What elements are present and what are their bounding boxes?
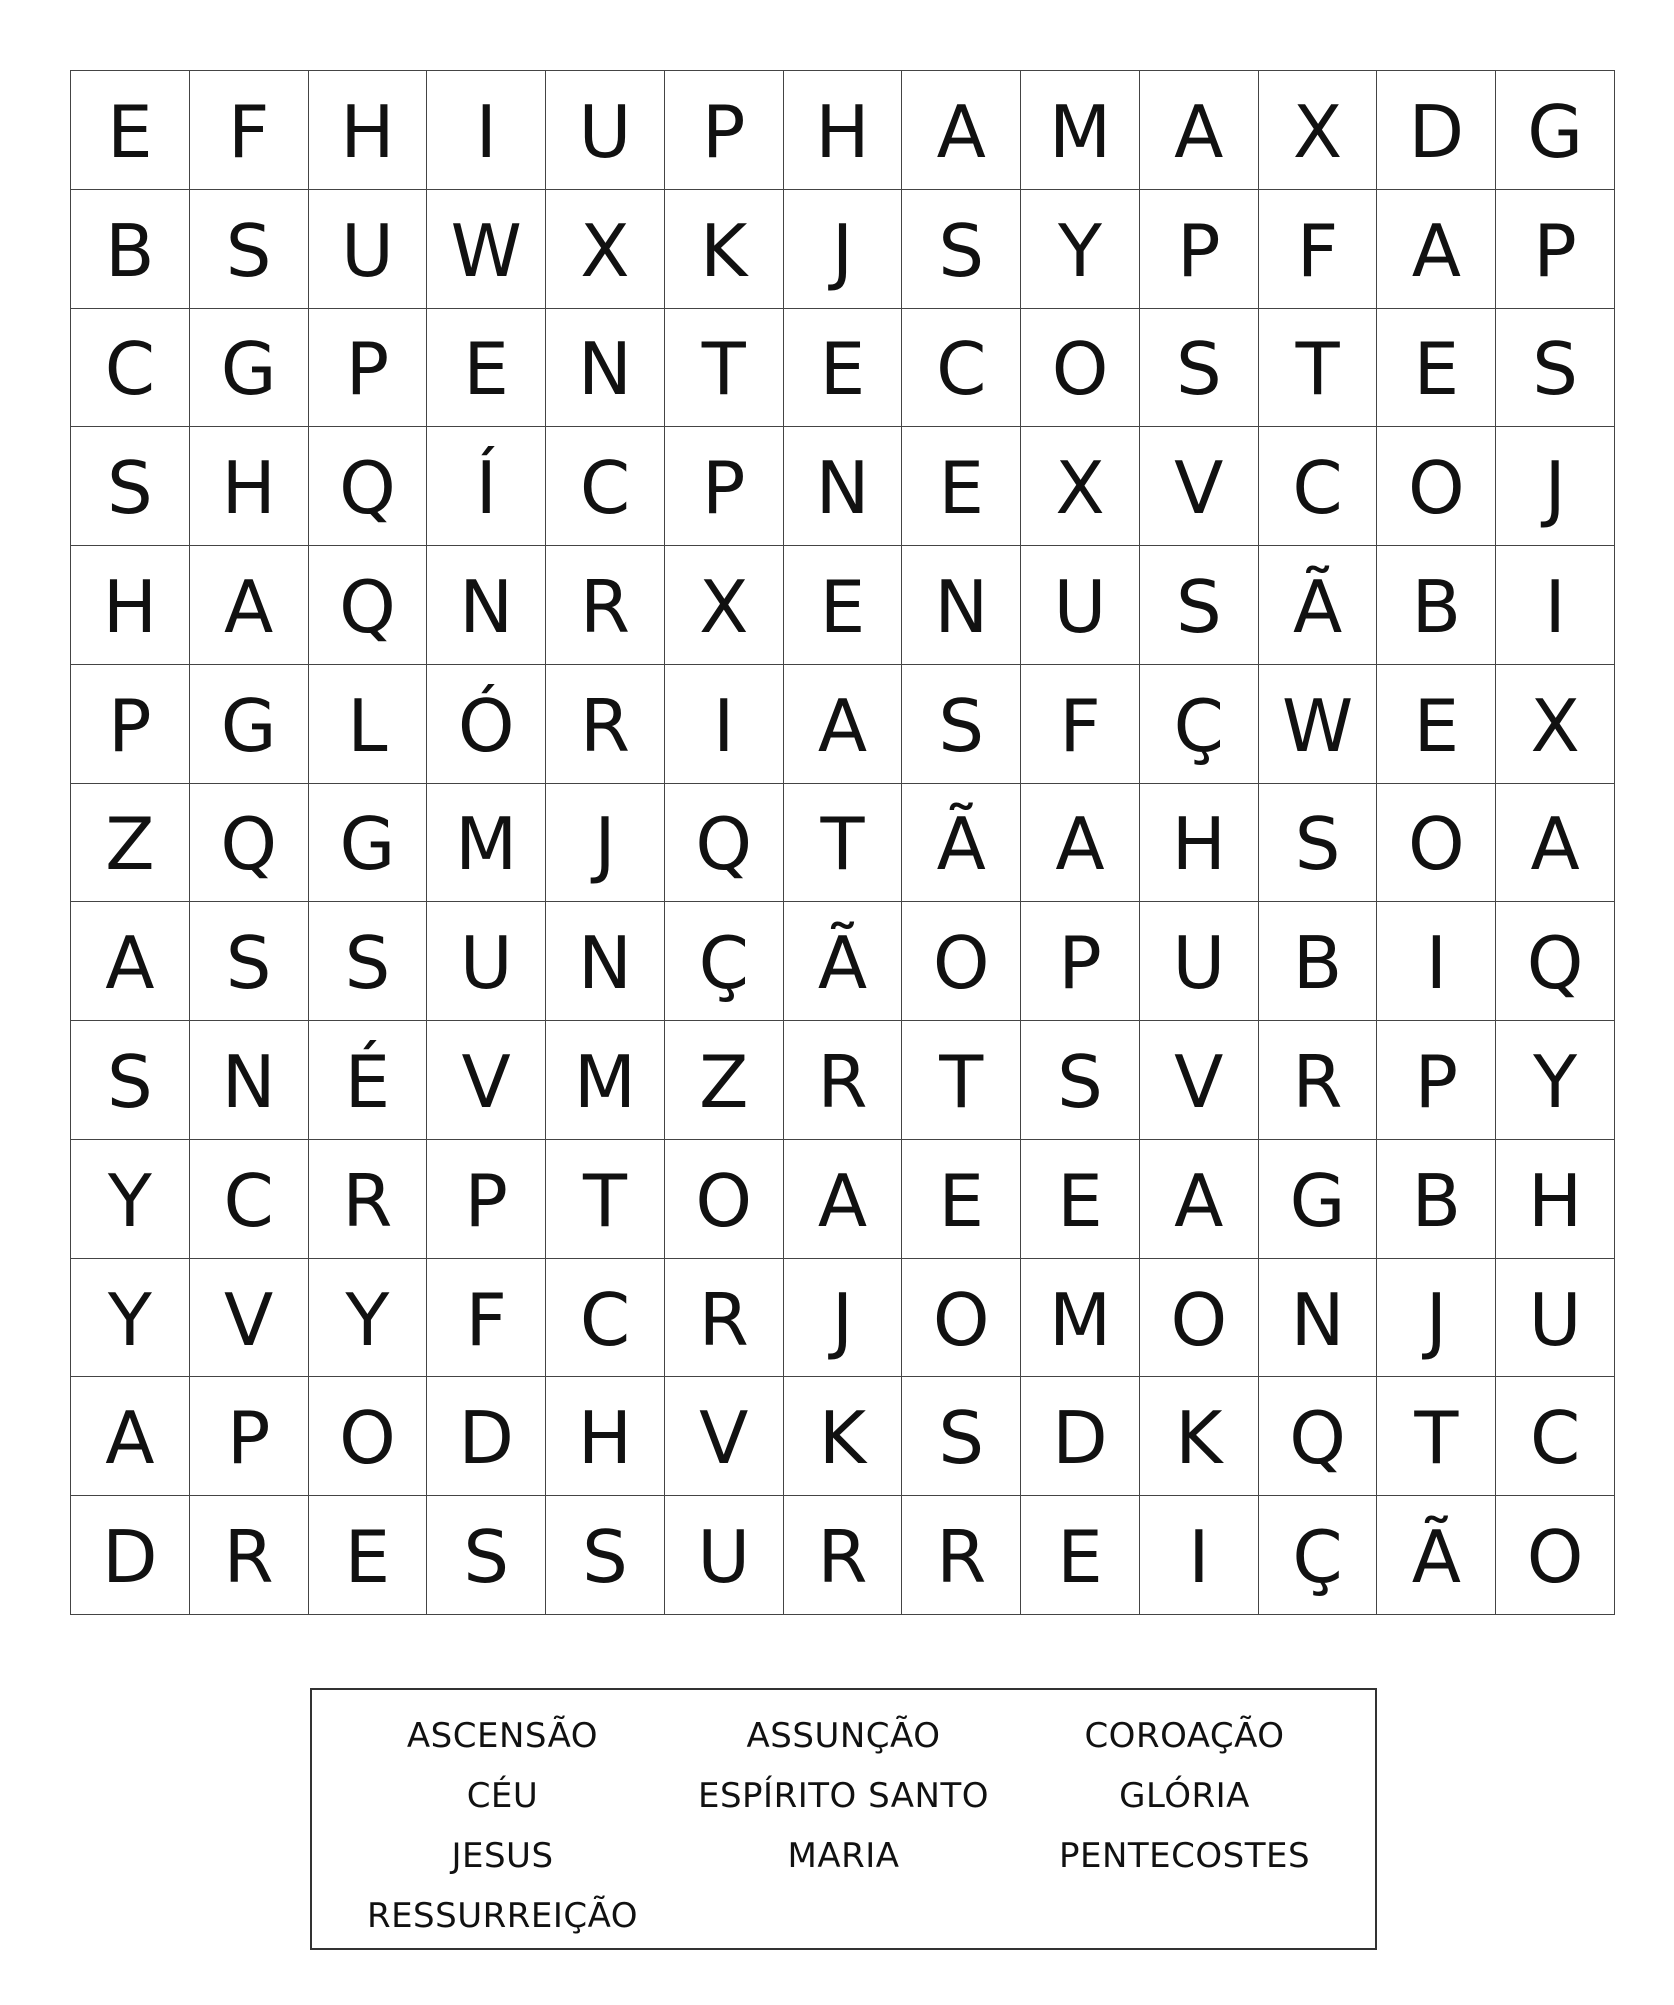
grid-cell[interactable]: M bbox=[546, 1021, 665, 1140]
grid-cell[interactable]: G bbox=[309, 784, 428, 903]
grid-cell[interactable]: N bbox=[902, 546, 1021, 665]
grid-cell[interactable]: X bbox=[1021, 427, 1140, 546]
grid-cell[interactable]: M bbox=[1021, 71, 1140, 190]
grid-cell[interactable]: Z bbox=[665, 1021, 784, 1140]
grid-cell[interactable]: P bbox=[309, 309, 428, 428]
grid-cell[interactable]: P bbox=[1377, 1021, 1496, 1140]
grid-cell[interactable]: R bbox=[546, 665, 665, 784]
word-list bbox=[332, 1706, 1355, 1946]
grid-cell[interactable]: F bbox=[1259, 190, 1378, 309]
grid-cell[interactable]: Ã bbox=[1377, 1496, 1496, 1615]
grid-cell[interactable]: S bbox=[546, 1496, 665, 1615]
word-list-item: COROAÇÃO bbox=[1084, 1716, 1285, 1756]
grid-cell[interactable]: O bbox=[1496, 1496, 1615, 1615]
grid-cell[interactable]: W bbox=[1259, 665, 1378, 784]
grid-cell[interactable]: H bbox=[546, 1377, 665, 1496]
grid-cell[interactable]: J bbox=[784, 190, 903, 309]
grid-cell[interactable]: M bbox=[427, 784, 546, 903]
grid-cell[interactable]: B bbox=[1259, 902, 1378, 1021]
grid-cell[interactable]: É bbox=[309, 1021, 428, 1140]
grid-cell[interactable]: Í bbox=[427, 427, 546, 546]
grid-cell[interactable]: S bbox=[1496, 309, 1615, 428]
grid-cell[interactable]: E bbox=[902, 1140, 1021, 1259]
grid-cell[interactable]: T bbox=[665, 309, 784, 428]
grid-cell[interactable]: E bbox=[784, 546, 903, 665]
grid-cell[interactable]: R bbox=[190, 1496, 309, 1615]
grid-cell[interactable]: O bbox=[1021, 309, 1140, 428]
grid-cell[interactable]: N bbox=[546, 902, 665, 1021]
grid-cell[interactable]: N bbox=[546, 309, 665, 428]
grid-cell[interactable]: S bbox=[1259, 784, 1378, 903]
grid-cell[interactable]: C bbox=[546, 427, 665, 546]
grid-cell[interactable]: N bbox=[427, 546, 546, 665]
grid-cell[interactable]: E bbox=[71, 71, 190, 190]
word-list-item: ESPÍRITO SANTO bbox=[697, 1776, 990, 1816]
grid-cell[interactable]: R bbox=[902, 1496, 1021, 1615]
grid-cell[interactable]: E bbox=[427, 309, 546, 428]
grid-cell[interactable]: O bbox=[309, 1377, 428, 1496]
grid-cell[interactable]: P bbox=[427, 1140, 546, 1259]
word-list-item: RESSURREIÇÃO bbox=[366, 1896, 639, 1936]
grid-cell[interactable]: R bbox=[1259, 1021, 1378, 1140]
grid-cell[interactable]: U bbox=[1140, 902, 1259, 1021]
word-list-item: ASSUNÇÃO bbox=[746, 1716, 941, 1756]
grid-cell[interactable]: J bbox=[1377, 1259, 1496, 1378]
grid-cell[interactable]: N bbox=[784, 427, 903, 546]
grid-cell[interactable]: X bbox=[665, 546, 784, 665]
grid-cell[interactable]: C bbox=[190, 1140, 309, 1259]
grid-cell[interactable]: Ç bbox=[665, 902, 784, 1021]
grid-cell[interactable]: K bbox=[784, 1377, 903, 1496]
grid-cell[interactable]: H bbox=[784, 71, 903, 190]
grid-cell[interactable]: P bbox=[665, 71, 784, 190]
grid-cell[interactable]: A bbox=[784, 665, 903, 784]
grid-cell[interactable]: Ç bbox=[1140, 665, 1259, 784]
grid-cell[interactable]: S bbox=[902, 190, 1021, 309]
grid-cell[interactable]: A bbox=[1140, 71, 1259, 190]
grid-cell[interactable]: V bbox=[1140, 427, 1259, 546]
grid-cell[interactable]: O bbox=[902, 902, 1021, 1021]
grid-cell[interactable]: F bbox=[190, 71, 309, 190]
grid-cell[interactable]: O bbox=[665, 1140, 784, 1259]
grid-cell[interactable]: D bbox=[1377, 71, 1496, 190]
grid-cell[interactable]: A bbox=[1496, 784, 1615, 903]
grid-cell[interactable]: P bbox=[71, 665, 190, 784]
word-list-item: MARIA bbox=[787, 1836, 900, 1876]
grid-cell[interactable]: Ã bbox=[902, 784, 1021, 903]
grid-cell[interactable]: R bbox=[784, 1496, 903, 1615]
grid-cell[interactable]: I bbox=[665, 665, 784, 784]
grid-cell[interactable]: G bbox=[190, 665, 309, 784]
grid-cell[interactable]: Y bbox=[309, 1259, 428, 1378]
grid-cell[interactable]: W bbox=[427, 190, 546, 309]
grid-cell[interactable]: A bbox=[71, 902, 190, 1021]
grid-cell[interactable]: B bbox=[71, 190, 190, 309]
grid-cell[interactable]: H bbox=[309, 71, 428, 190]
grid-cell[interactable]: Q bbox=[665, 784, 784, 903]
grid-cell[interactable]: X bbox=[546, 190, 665, 309]
grid-cell[interactable]: Ã bbox=[784, 902, 903, 1021]
grid-cell[interactable]: A bbox=[902, 71, 1021, 190]
grid-cell[interactable]: I bbox=[427, 71, 546, 190]
grid-cell[interactable]: S bbox=[190, 902, 309, 1021]
grid-cell[interactable]: I bbox=[1140, 1496, 1259, 1615]
grid-cell[interactable]: Q bbox=[1259, 1377, 1378, 1496]
grid-cell[interactable]: J bbox=[784, 1259, 903, 1378]
grid-cell[interactable]: B bbox=[1377, 1140, 1496, 1259]
grid-cell[interactable]: A bbox=[71, 1377, 190, 1496]
grid-cell[interactable]: S bbox=[1140, 309, 1259, 428]
grid-cell[interactable]: X bbox=[1496, 665, 1615, 784]
grid-cell[interactable]: O bbox=[1140, 1259, 1259, 1378]
grid-cell[interactable]: P bbox=[665, 427, 784, 546]
grid-cell[interactable]: O bbox=[1377, 427, 1496, 546]
word-bank bbox=[310, 1688, 1377, 1950]
word-search-grid bbox=[70, 70, 1615, 1615]
grid-cell[interactable]: U bbox=[309, 190, 428, 309]
grid-cell[interactable]: U bbox=[427, 902, 546, 1021]
grid-cell[interactable]: C bbox=[1259, 427, 1378, 546]
grid-cell[interactable]: L bbox=[309, 665, 428, 784]
grid-cell[interactable]: E bbox=[309, 1496, 428, 1615]
grid-cell[interactable]: S bbox=[902, 665, 1021, 784]
grid-cell[interactable]: B bbox=[1377, 546, 1496, 665]
grid-cell[interactable]: G bbox=[1259, 1140, 1378, 1259]
grid-cell[interactable]: E bbox=[784, 309, 903, 428]
grid-cell[interactable]: G bbox=[190, 309, 309, 428]
grid-cell[interactable]: K bbox=[1140, 1377, 1259, 1496]
grid-cell[interactable]: H bbox=[1496, 1140, 1615, 1259]
grid-cell[interactable]: Ó bbox=[427, 665, 546, 784]
grid-cell[interactable]: C bbox=[902, 309, 1021, 428]
grid-cell[interactable]: S bbox=[427, 1496, 546, 1615]
grid-cell[interactable]: T bbox=[546, 1140, 665, 1259]
grid-cell[interactable]: V bbox=[427, 1021, 546, 1140]
grid-cell[interactable]: Q bbox=[309, 427, 428, 546]
grid-cell[interactable]: E bbox=[1377, 309, 1496, 428]
grid-cell[interactable]: F bbox=[1021, 665, 1140, 784]
grid-cell[interactable]: E bbox=[902, 427, 1021, 546]
grid-cell[interactable]: S bbox=[71, 427, 190, 546]
grid-cell[interactable]: E bbox=[1021, 1140, 1140, 1259]
grid-cell[interactable]: T bbox=[1377, 1377, 1496, 1496]
grid-cell[interactable]: S bbox=[902, 1377, 1021, 1496]
grid-cell[interactable]: I bbox=[1496, 546, 1615, 665]
grid-cell[interactable]: S bbox=[1021, 1021, 1140, 1140]
word-list-item: JESUS bbox=[451, 1836, 554, 1876]
grid-cell[interactable]: E bbox=[1021, 1496, 1140, 1615]
grid-cell[interactable]: Q bbox=[190, 784, 309, 903]
grid-cell[interactable]: U bbox=[546, 71, 665, 190]
grid-cell[interactable]: X bbox=[1259, 71, 1378, 190]
word-list-item: PENTECOSTES bbox=[1058, 1836, 1311, 1876]
word-list-item: CÉU bbox=[466, 1776, 539, 1816]
word-list-item: GLÓRIA bbox=[1119, 1776, 1250, 1816]
grid-cell[interactable]: K bbox=[665, 190, 784, 309]
grid-cell[interactable]: E bbox=[1377, 665, 1496, 784]
grid-cell[interactable]: N bbox=[1259, 1259, 1378, 1378]
grid-cell[interactable]: M bbox=[1021, 1259, 1140, 1378]
grid-cell[interactable]: A bbox=[1021, 784, 1140, 903]
grid-cell[interactable]: C bbox=[546, 1259, 665, 1378]
grid-cell[interactable]: U bbox=[1496, 1259, 1615, 1378]
grid-cell[interactable]: G bbox=[1496, 71, 1615, 190]
grid-cell[interactable]: D bbox=[1021, 1377, 1140, 1496]
grid-cell[interactable]: D bbox=[427, 1377, 546, 1496]
grid-cell[interactable]: V bbox=[665, 1377, 784, 1496]
grid-cell[interactable]: Y bbox=[1021, 190, 1140, 309]
grid-cell[interactable]: J bbox=[546, 784, 665, 903]
grid-cell[interactable]: A bbox=[1140, 1140, 1259, 1259]
grid-cell[interactable]: Ç bbox=[1259, 1496, 1378, 1615]
grid-cell[interactable]: D bbox=[71, 1496, 190, 1615]
grid-cell[interactable]: R bbox=[665, 1259, 784, 1378]
grid-cell[interactable]: A bbox=[190, 546, 309, 665]
grid-cell[interactable]: R bbox=[309, 1140, 428, 1259]
grid-cell[interactable]: H bbox=[190, 427, 309, 546]
grid-cell[interactable]: V bbox=[1140, 1021, 1259, 1140]
grid-cell[interactable]: Q bbox=[1496, 902, 1615, 1021]
grid-cell[interactable]: P bbox=[1140, 190, 1259, 309]
word-list-item: ASCENSÃO bbox=[406, 1716, 599, 1756]
grid-cell[interactable]: Y bbox=[71, 1140, 190, 1259]
grid-cell[interactable]: U bbox=[1021, 546, 1140, 665]
grid-cell[interactable]: R bbox=[546, 546, 665, 665]
grid-cell[interactable]: U bbox=[665, 1496, 784, 1615]
grid-cell[interactable]: C bbox=[71, 309, 190, 428]
grid-cell[interactable]: N bbox=[190, 1021, 309, 1140]
grid-cell[interactable]: C bbox=[1496, 1377, 1615, 1496]
grid-cell[interactable]: A bbox=[1377, 190, 1496, 309]
grid-cell[interactable]: R bbox=[784, 1021, 903, 1140]
grid-cell[interactable]: Ã bbox=[1259, 546, 1378, 665]
grid-cell[interactable]: T bbox=[784, 784, 903, 903]
grid-cell[interactable]: F bbox=[427, 1259, 546, 1378]
grid-cell[interactable]: S bbox=[309, 902, 428, 1021]
grid-cell[interactable]: S bbox=[190, 190, 309, 309]
grid-cell[interactable]: S bbox=[1140, 546, 1259, 665]
grid-cell[interactable]: P bbox=[190, 1377, 309, 1496]
grid-cell[interactable]: H bbox=[71, 546, 190, 665]
grid-cell[interactable]: O bbox=[902, 1259, 1021, 1378]
grid-cell[interactable]: Y bbox=[71, 1259, 190, 1378]
grid-cell[interactable]: V bbox=[190, 1259, 309, 1378]
grid-cell[interactable]: Z bbox=[71, 784, 190, 903]
grid-cell[interactable]: H bbox=[1140, 784, 1259, 903]
grid-cell[interactable]: I bbox=[1377, 902, 1496, 1021]
grid-cell[interactable]: J bbox=[1496, 427, 1615, 546]
grid-cell[interactable]: S bbox=[71, 1021, 190, 1140]
grid-cell[interactable]: Q bbox=[309, 546, 428, 665]
grid-cell[interactable]: A bbox=[784, 1140, 903, 1259]
grid-cell[interactable]: P bbox=[1021, 902, 1140, 1021]
grid-cell[interactable]: Y bbox=[1496, 1021, 1615, 1140]
grid-cell[interactable]: T bbox=[1259, 309, 1378, 428]
grid-cell[interactable]: T bbox=[902, 1021, 1021, 1140]
grid-cell[interactable]: O bbox=[1377, 784, 1496, 903]
grid-cell[interactable]: P bbox=[1496, 190, 1615, 309]
